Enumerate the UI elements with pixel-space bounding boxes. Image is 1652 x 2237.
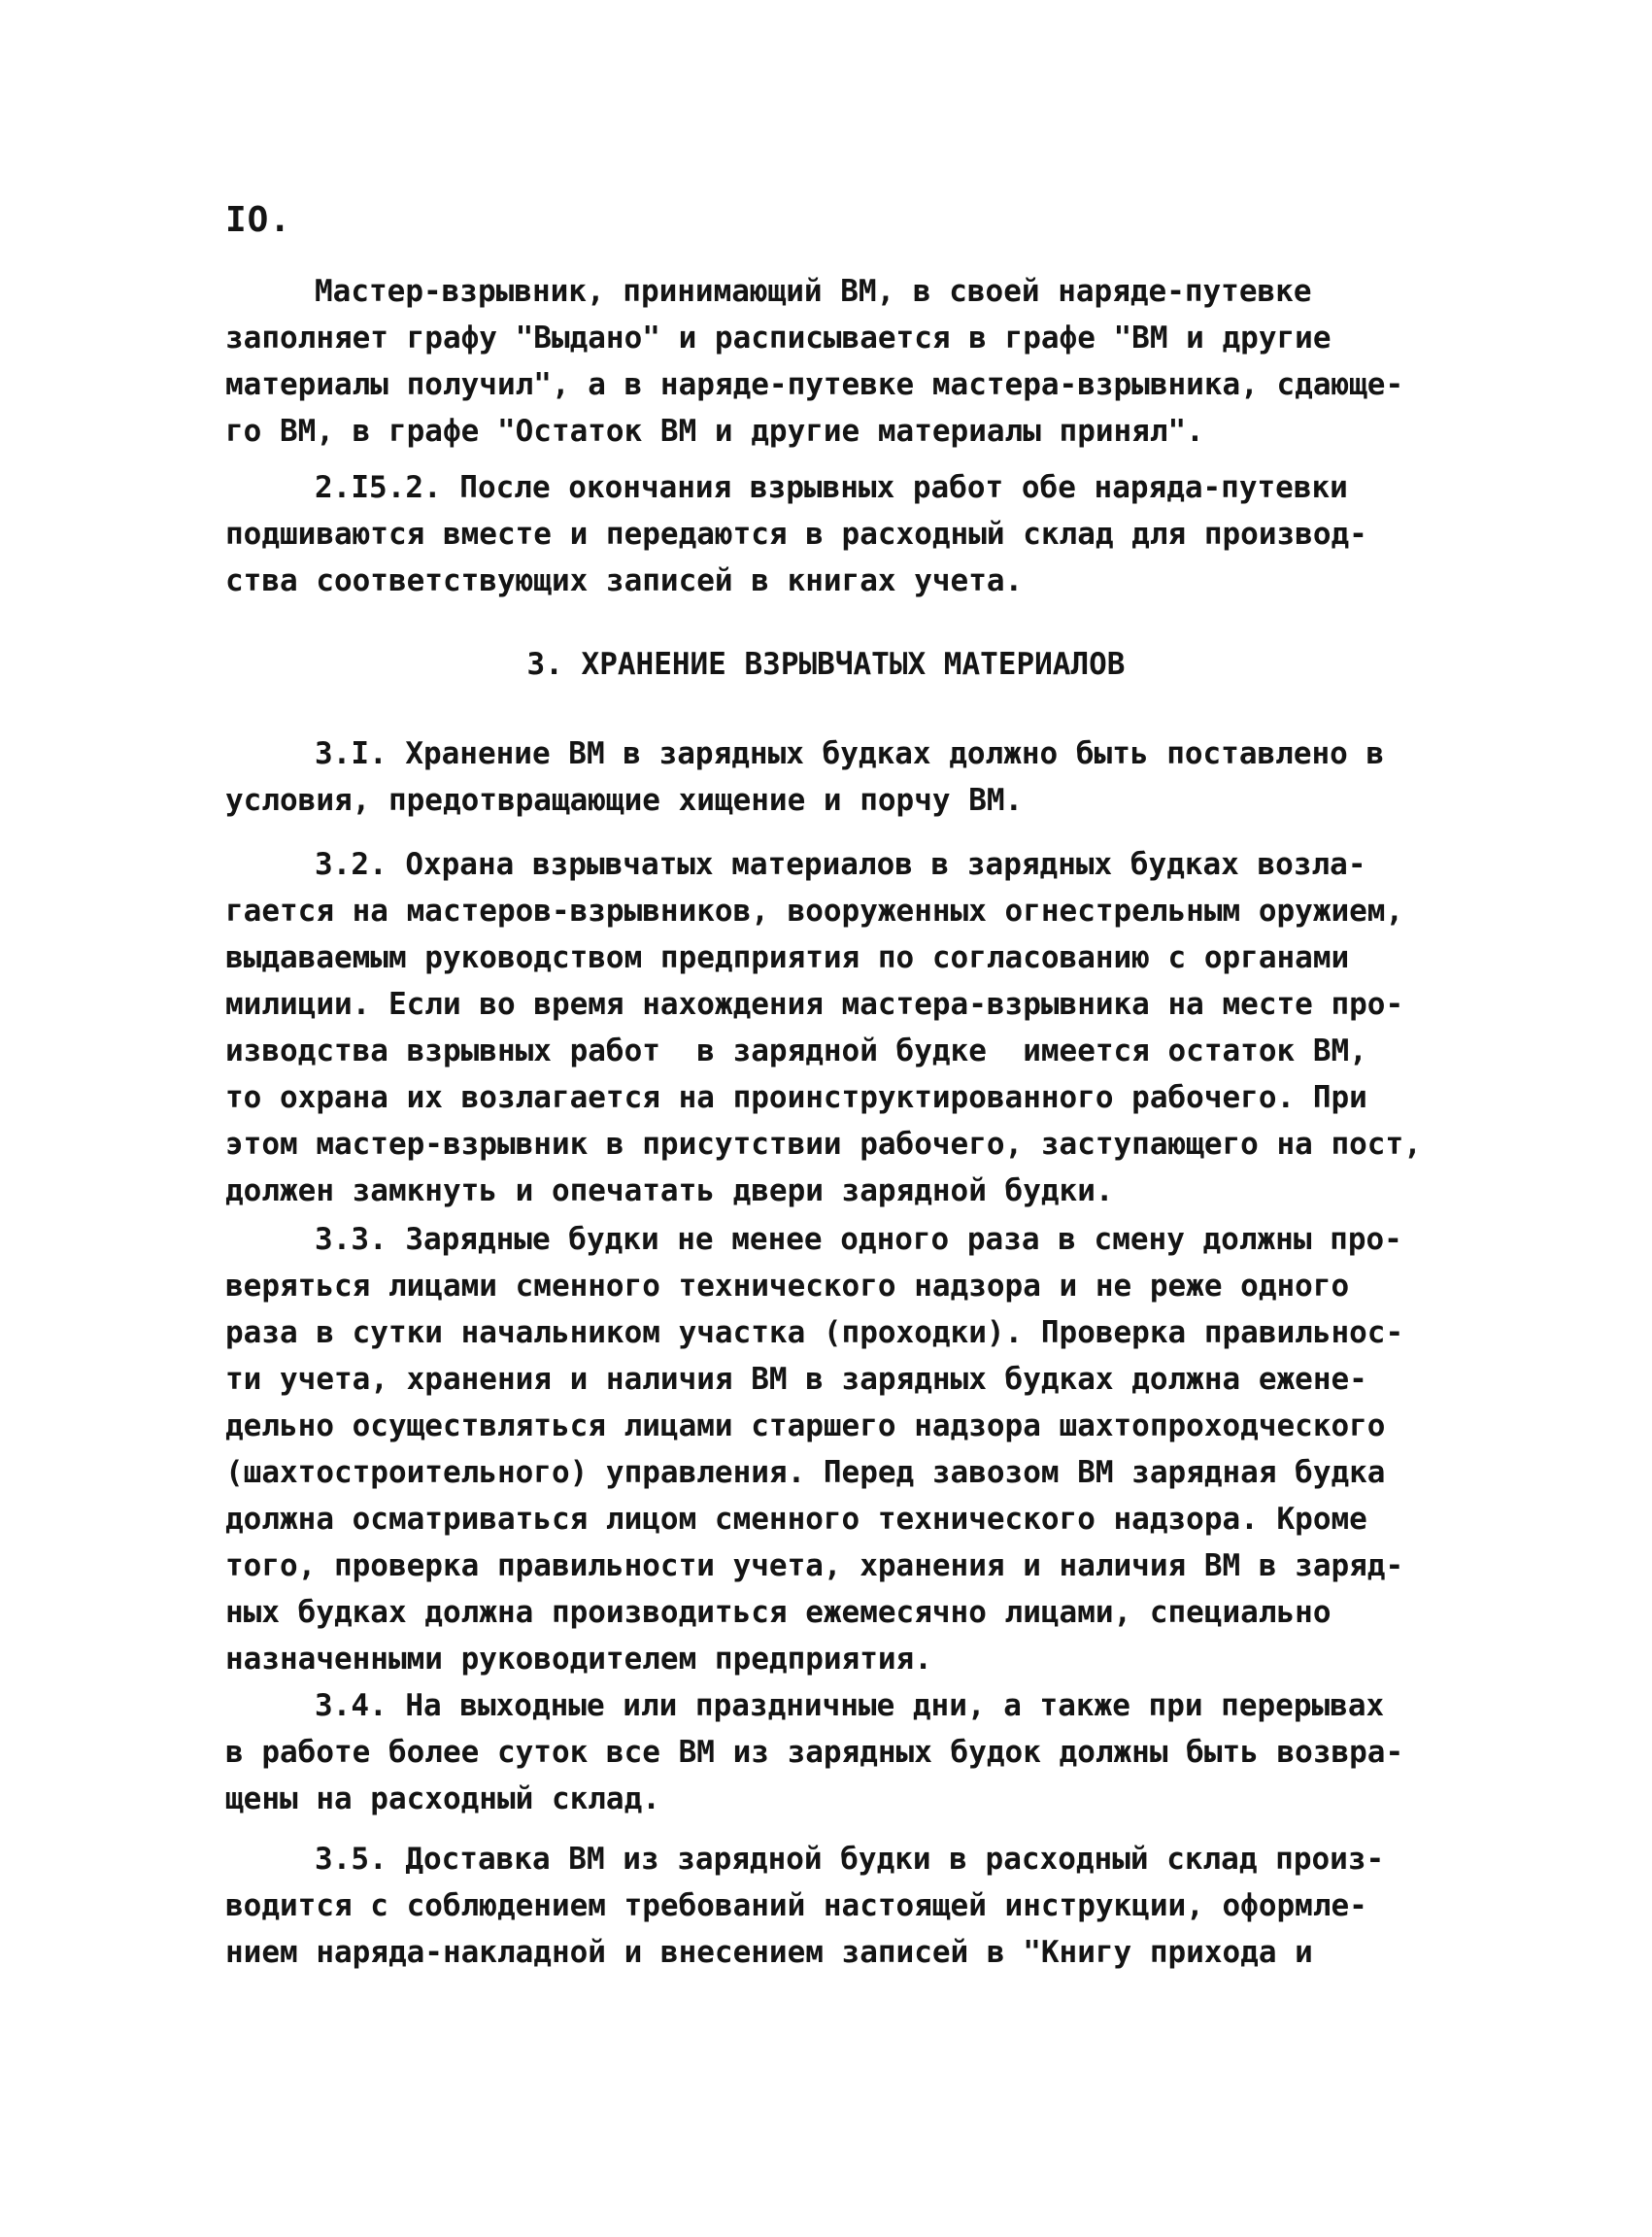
text-line: 3.I. Хранение ВМ в зарядных будках должно быть поставлено в	[315, 736, 1385, 771]
text-line: го ВМ, в графе "Остаток ВМ и другие материалы принял".	[225, 414, 1204, 449]
text-line: условия, предотвращающие хищение и порчу ВМ.	[225, 783, 1024, 818]
text-line: заполняет графу "Выдано" и расписывается в графе "ВМ и другие	[225, 321, 1332, 356]
section-heading: 3. ХРАНЕНИЕ ВЗРЫВЧАТЫХ МАТЕРИАЛОВ	[526, 647, 1126, 682]
text-line: милиции. Если во время нахождения мастера-взрывника на месте про-	[225, 987, 1404, 1022]
paragraph-3-1	[225, 730, 1439, 824]
text-line: в работе более суток все ВМ из зарядных будок должны быть возвра-	[225, 1735, 1404, 1770]
text-line: того, проверка правильности учета, хранения и наличия ВМ в заряд-	[225, 1548, 1404, 1583]
text-line: ти учета, хранения и наличия ВМ в зарядных будках должна еженe-	[225, 1362, 1367, 1397]
paragraph-3-2	[225, 841, 1439, 1214]
text-line: нием наряда-накладной и внесением записей в "Книгу прихода и	[225, 1935, 1313, 1970]
text-line: (шахтостроительного) управления. Перед завозом ВМ зарядная будка	[225, 1455, 1386, 1490]
paragraph-3-3	[225, 1216, 1439, 1682]
text-line: 3.3. Зарядные будки не менее одного раза в смену должны про-	[315, 1222, 1402, 1257]
text-line: подшиваются вместе и передаются в расходный склад для производ-	[225, 517, 1367, 552]
text-line: ства соответствующих записей в книгах учета.	[225, 563, 1024, 598]
text-line: то охрана их возлагается на проинструктированного рабочего. При	[225, 1080, 1367, 1115]
text-line: 2.I5.2. После окончания взрывных работ обе наряда-путевки	[315, 470, 1348, 505]
text-line: назначенными руководителем предприятия.	[225, 1642, 932, 1677]
text-line: веряться лицами сменного технического надзора и не реже одного	[225, 1269, 1350, 1304]
text-line: 3.2. Охрана взрывчатых материалов в зарядных будках возла-	[315, 847, 1366, 882]
text-line: изводства взрывных работ в зарядной будке имеется остаток ВМ,	[225, 1034, 1367, 1068]
text-line: водится с соблюдением требований настоящей инструкции, оформле-	[225, 1888, 1367, 1923]
text-line: этом мастер-взрывник в присутствии рабочего, заступающего на пост,	[225, 1127, 1422, 1162]
text-line: ных будках должна производиться ежемесячно лицами, специально	[225, 1595, 1332, 1630]
text-line: 3.5. Доставка ВМ из зарядной будки в расходный склад произ-	[315, 1842, 1385, 1877]
text-line: должен замкнуть и опечатать двери зарядной будки.	[225, 1173, 1114, 1208]
text-line: материалы получил", а в наряде-путевке мастера-взрывника, сдающе-	[225, 367, 1404, 402]
intro-paragraph	[225, 268, 1439, 455]
text-line: Мастер-взрывник, принимающий ВМ, в своей наряде-путевке	[315, 274, 1312, 309]
text-line: щены на расходный склад.	[225, 1781, 660, 1816]
text-line: гается на мастеров-взрывников, вооруженных огнестрельным оружием,	[225, 894, 1404, 929]
text-line: должна осматриваться лицом сменного технического надзора. Кроме	[225, 1502, 1367, 1537]
text-line: выдаваемым руководством предприятия по согласованию с органами	[225, 940, 1350, 975]
paragraph-3-5	[225, 1836, 1439, 1976]
text-line: 3.4. На выходные или праздничные дни, а также при перерывах	[315, 1688, 1385, 1723]
page-number: IO.	[225, 200, 292, 240]
paragraph-3-4	[225, 1682, 1439, 1822]
text-line: дельно осуществляться лицами старшего надзора шахтопроходческого	[225, 1408, 1386, 1443]
text-line: раза в сутки начальником участка (проходки). Проверка правильнос-	[225, 1315, 1404, 1350]
paragraph-2-15-2	[225, 464, 1439, 604]
